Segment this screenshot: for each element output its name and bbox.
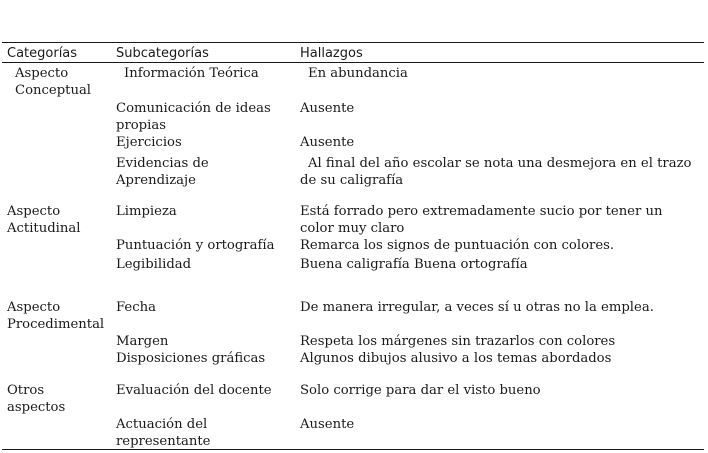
finding-cell: Solo corrige para dar el visto bueno [300, 383, 541, 398]
category-label: Aspecto Actitudinal [7, 204, 81, 236]
subcategory-cell: Evaluación del docente [116, 383, 272, 398]
finding-cell: Ausente [300, 135, 355, 150]
finding-cell: Remarca los signos de puntuación con colores. [300, 238, 615, 253]
category-label: Aspecto Procedimental [7, 300, 105, 332]
subcategory-cell: Puntuación y ortografía [116, 238, 275, 253]
header-subcategory: Subcategorías [116, 46, 209, 61]
table-bottom-rule [2, 449, 704, 450]
subcategory-cell: Limpieza [116, 204, 177, 219]
header-category: Categorías [7, 46, 78, 61]
finding-cell: Está forrado pero extremadamente sucio por tener un color muy claro [300, 204, 663, 236]
finding-cell: Algunos dibujos alusivo a los temas abordados [300, 351, 612, 366]
subcategory-cell: Ejercicios [116, 135, 182, 150]
category-cell [7, 65, 112, 99]
finding-cell: De manera irregular, a veces sí u otras no la emplea. [300, 300, 654, 315]
finding-cell: En abundancia [308, 66, 408, 81]
finding-cell: Respeta los márgenes sin trazarlos con colores [300, 334, 616, 349]
subcategory-cell: Evidencias de Aprendizaje [116, 156, 209, 188]
subcategory-cell: Fecha [116, 300, 156, 315]
subcategory-cell: Disposiciones gráficas [116, 351, 266, 366]
subcategory-cell: Legibilidad [116, 257, 192, 272]
finding-cell: Ausente [300, 101, 355, 116]
table-header-rule [2, 62, 704, 63]
finding-cell: Al final del año escolar se nota una desmejora en el trazo de su caligrafía [300, 156, 692, 188]
finding-cell: Ausente [300, 417, 355, 432]
header-findings: Hallazgos [300, 46, 363, 61]
category-label: Aspecto Conceptual [15, 66, 92, 98]
subcategory-cell: Información Teórica [124, 66, 259, 81]
table-top-rule [2, 42, 704, 43]
category-label: Otros aspectos [7, 383, 66, 415]
finding-cell: Buena caligrafía Buena ortografía [300, 257, 528, 272]
subcategory-cell: Actuación del representante [116, 417, 211, 449]
subcategory-cell: Margen [116, 334, 169, 349]
subcategory-cell: Comunicación de ideas propias [116, 101, 271, 133]
